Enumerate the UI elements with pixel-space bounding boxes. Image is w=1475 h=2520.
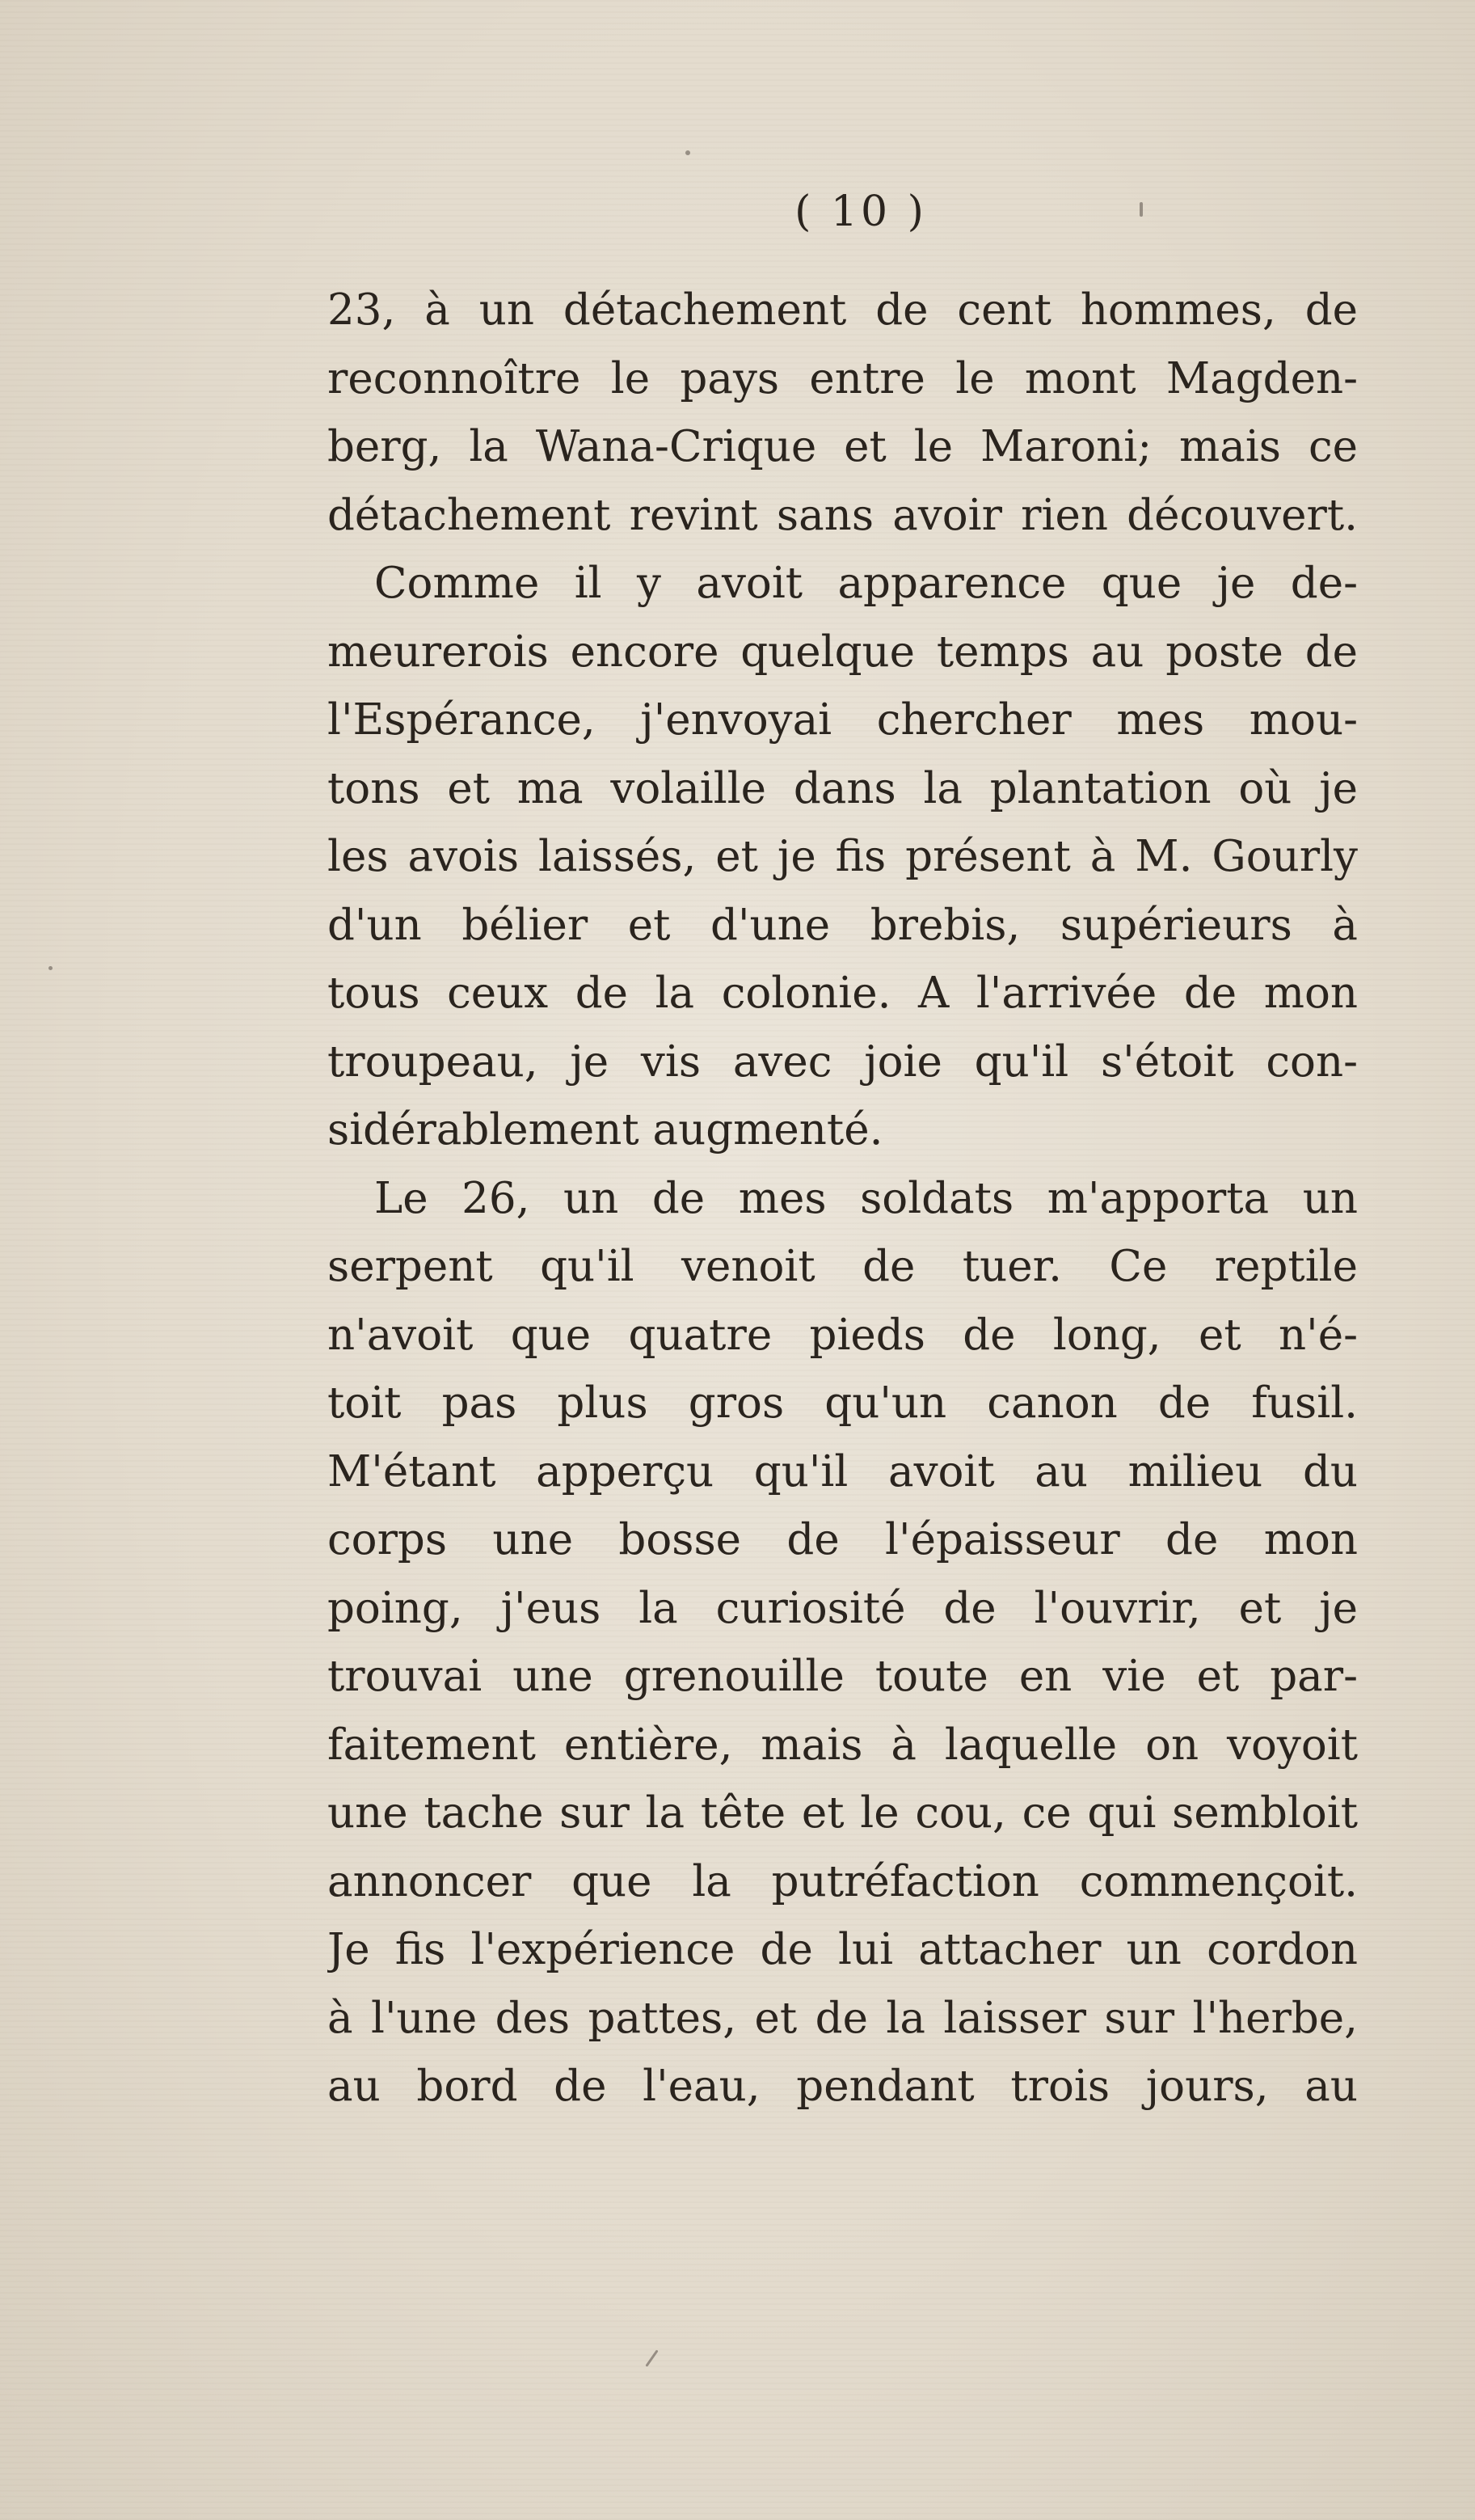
text-line: trouvai une grenouille toute en vie et par- [327, 1652, 1358, 1701]
text-line: au bord de l'eau, pendant trois jours, au [327, 2062, 1358, 2111]
paper-speck [685, 150, 690, 155]
text-line: corps une bosse de l'épaisseur de mon [327, 1515, 1358, 1564]
text-line: les avois laissés, et je fis présent à M. Gourly [327, 832, 1358, 881]
text-line: l'Espérance, j'envoyai chercher mes mou- [327, 695, 1358, 745]
page-number: ( 10 ) [794, 188, 927, 236]
text-line: toit pas plus gros qu'un canon de fusil. [327, 1378, 1358, 1428]
text-line: à l'une des pattes, et de la laisser sur l'herbe, [327, 1993, 1358, 2043]
text-line: poing, j'eus la curiosité de l'ouvrir, et je [327, 1583, 1358, 1633]
text-line: tous ceux de la colonie. A l'arrivée de mon [327, 969, 1358, 1018]
body-text [327, 276, 1358, 2121]
text-line: sidérablement augmenté. [327, 1105, 883, 1154]
text-line: M'étant apperçu qu'il avoit au milieu du [327, 1446, 1358, 1496]
text-line: Comme il y avoit apparence que je de- [374, 559, 1358, 608]
paper-speck [1140, 202, 1143, 217]
text-line: faitement entière, mais à laquelle on voyoit [327, 1720, 1358, 1770]
text-line: d'un bélier et d'une brebis, supérieurs à [327, 900, 1358, 950]
text-line: troupeau, je vis avec joie qu'il s'étoit con- [327, 1036, 1358, 1087]
text-line: Le 26, un de mes soldats m'apporta un [374, 1173, 1358, 1223]
text-line: reconnoître le pays entre le mont Magden- [327, 353, 1358, 403]
text-line: tons et ma volaille dans la plantation où je [327, 763, 1358, 813]
text-line: 23, à un détachement de cent hommes, de [327, 285, 1358, 335]
text-line: serpent qu'il venoit de tuer. Ce reptile [327, 1242, 1358, 1291]
text-line: annoncer que la putréfaction commençoit. [327, 1856, 1358, 1906]
text-line: berg, la Wana-Crique et le Maroni; mais ce [327, 422, 1358, 471]
paper-speck [645, 2349, 658, 2366]
text-line: n'avoit que quatre pieds de long, et n'é- [327, 1310, 1358, 1360]
paper-speck [48, 966, 53, 970]
text-line: meurerois encore quelque temps au poste de [327, 627, 1358, 677]
text-line: une tache sur la tête et le cou, ce qui sembloit [327, 1788, 1358, 1838]
text-line: Je fis l'expérience de lui attacher un cordon [327, 1925, 1358, 1974]
text-line: détachement revint sans avoir rien découvert. [327, 490, 1358, 540]
